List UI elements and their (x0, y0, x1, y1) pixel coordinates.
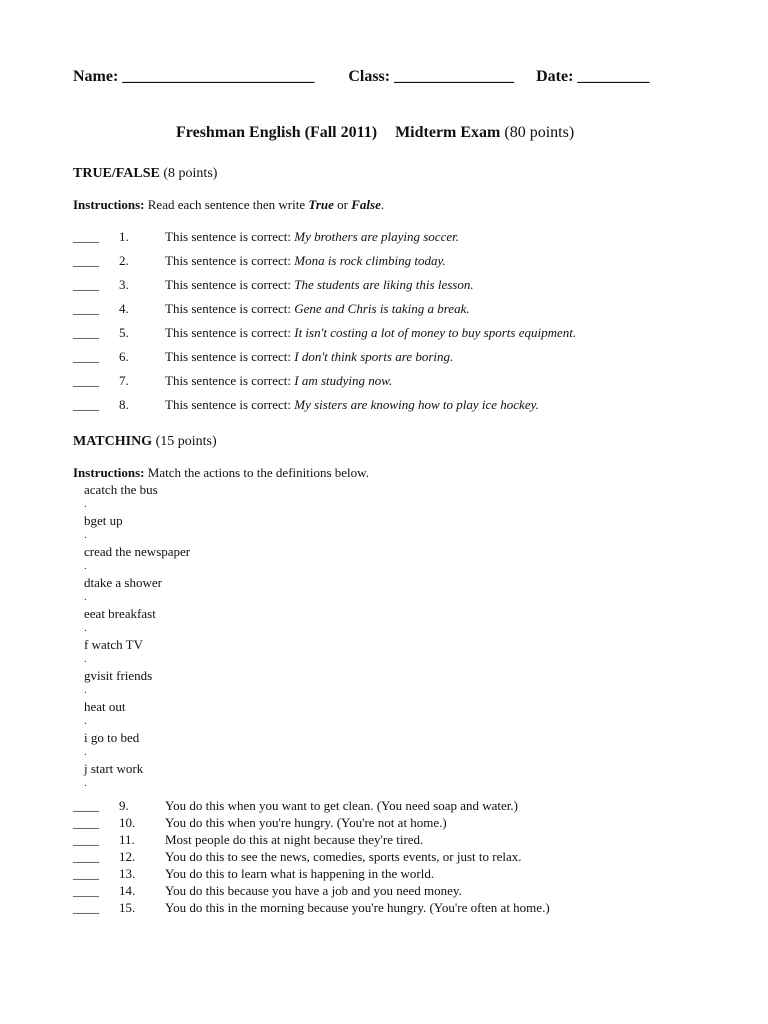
answer-blank[interactable]: ____ (73, 883, 99, 898)
definitions-list (73, 798, 713, 917)
item-text: This sentence is correct: Gene and Chris is taking a break. (165, 301, 470, 316)
instructions-label: Instructions: (73, 197, 145, 212)
item-number: 15. (119, 900, 136, 915)
instructions-false: False (351, 197, 381, 212)
true-false-title: TRUE/FALSE (73, 166, 160, 181)
class-blank: _______________ (394, 68, 515, 85)
item-text: You do this to see the news, comedies, sports events, or just to relax. (165, 849, 522, 864)
list-item (73, 832, 713, 849)
list-item (73, 849, 713, 866)
actions-list (84, 482, 190, 792)
list-item (84, 730, 190, 761)
instructions-text: Match the actions to the definitions below. (147, 465, 369, 480)
list-item (84, 482, 190, 513)
list-item (73, 815, 713, 832)
answer-blank[interactable]: ____ (73, 849, 99, 864)
list-item (84, 513, 190, 544)
action-letter: i (84, 730, 88, 745)
action-text: read the newspaper (89, 544, 191, 559)
student-info-row (73, 68, 649, 86)
action-text: go to bed (87, 730, 140, 745)
answer-blank[interactable]: ____ (73, 253, 99, 268)
action-dot: . (84, 529, 87, 541)
answer-blank[interactable]: ____ (73, 866, 99, 881)
answer-blank[interactable]: ____ (73, 815, 99, 830)
list-item (73, 349, 713, 373)
action-dot: . (84, 560, 87, 572)
item-text: You do this to learn what is happening in the world. (165, 866, 435, 881)
item-text: This sentence is correct: My sisters are knowing how to play ice hockey. (165, 397, 539, 412)
answer-blank[interactable]: ____ (73, 832, 99, 847)
action-dot: . (84, 498, 87, 510)
list-item (73, 866, 713, 883)
item-text: This sentence is correct: I don't think sports are boring. (165, 349, 454, 364)
true-false-points: (8 points) (163, 166, 218, 181)
answer-blank[interactable]: ____ (73, 397, 99, 412)
action-letter: d (84, 575, 91, 590)
date-label: Date: (536, 68, 574, 85)
matching-heading (73, 434, 217, 450)
matching-title: MATCHING (73, 434, 153, 449)
item-text: This sentence is correct: The students are liking this lesson. (165, 277, 474, 292)
list-item (84, 668, 190, 699)
matching-points: (15 points) (155, 434, 217, 449)
list-item (84, 699, 190, 730)
action-letter: g (84, 668, 91, 683)
list-item (84, 761, 190, 792)
item-number: 1. (119, 229, 129, 244)
action-text: take a shower (90, 575, 162, 590)
list-item (84, 575, 190, 606)
item-number: 13. (119, 866, 136, 881)
item-number: 12. (119, 849, 136, 864)
matching-instructions (73, 465, 369, 481)
list-item (73, 277, 713, 301)
list-item (73, 229, 713, 253)
name-label: Name: (73, 68, 119, 85)
action-text: eat out (90, 699, 126, 714)
item-text: This sentence is correct: Mona is rock climbing today. (165, 253, 446, 268)
action-letter: c (84, 544, 90, 559)
answer-blank[interactable]: ____ (73, 373, 99, 388)
instructions-label: Instructions: (73, 465, 145, 480)
list-item (73, 397, 713, 421)
item-number: 3. (119, 277, 129, 292)
instructions-period: . (380, 197, 385, 212)
true-false-instructions (73, 197, 384, 213)
item-text: You do this in the morning because you're hungry. (You're often at home.) (165, 900, 550, 915)
action-text: start work (87, 761, 144, 776)
action-dot: . (84, 591, 87, 603)
list-item (73, 900, 713, 917)
item-number: 14. (119, 883, 136, 898)
list-item (73, 301, 713, 325)
list-item (73, 253, 713, 277)
action-letter: e (84, 606, 90, 621)
instructions-text: Read each sentence then write (147, 197, 306, 212)
true-false-heading (73, 166, 217, 182)
item-text: You do this when you're hungry. (You're not at home.) (165, 815, 447, 830)
answer-blank[interactable]: ____ (73, 798, 99, 813)
item-number: 4. (119, 301, 129, 316)
action-dot: . (84, 715, 87, 727)
course-title: Freshman English (Fall 2011) (176, 124, 378, 141)
answer-blank[interactable]: ____ (73, 349, 99, 364)
true-false-list (73, 229, 713, 421)
item-text: This sentence is correct: I am studying now. (165, 373, 393, 388)
item-number: 11. (119, 832, 135, 847)
answer-blank[interactable]: ____ (73, 900, 99, 915)
list-item (73, 883, 713, 900)
instructions-true: True (308, 197, 334, 212)
item-number: 5. (119, 325, 129, 340)
list-item (84, 637, 190, 668)
action-text: catch the bus (89, 482, 158, 497)
action-letter: f (84, 637, 89, 652)
item-text: This sentence is correct: It isn't costing a lot of money to buy sports equipment. (165, 325, 577, 340)
action-dot: . (84, 684, 87, 696)
action-text: watch TV (88, 637, 143, 652)
action-dot: . (84, 653, 87, 665)
name-blank: ________________________ (122, 68, 315, 85)
item-number: 9. (119, 798, 129, 813)
exam-name: Midterm Exam (395, 124, 501, 141)
list-item (84, 606, 190, 637)
list-item (73, 373, 713, 397)
action-letter: b (84, 513, 91, 528)
action-dot: . (84, 777, 87, 789)
list-item (84, 544, 190, 575)
action-dot: . (84, 746, 87, 758)
answer-blank[interactable]: ____ (73, 301, 99, 316)
answer-blank[interactable]: ____ (73, 229, 99, 244)
item-text: Most people do this at night because they're tired. (165, 832, 424, 847)
action-letter: a (84, 482, 90, 497)
instructions-or: or (337, 197, 349, 212)
exam-points: (80 points) (504, 124, 575, 141)
action-dot: . (84, 622, 87, 634)
list-item (73, 325, 713, 349)
item-number: 7. (119, 373, 129, 388)
action-letter: j (84, 761, 88, 776)
item-number: 6. (119, 349, 129, 364)
list-item (73, 798, 713, 815)
class-label: Class: (348, 68, 391, 85)
answer-blank[interactable]: ____ (73, 277, 99, 292)
action-text: eat breakfast (89, 606, 156, 621)
item-number: 10. (119, 815, 136, 830)
item-text: This sentence is correct: My brothers are playing soccer. (165, 229, 459, 244)
item-number: 8. (119, 397, 129, 412)
exam-title (176, 124, 574, 142)
action-letter: h (84, 699, 91, 714)
answer-blank[interactable]: ____ (73, 325, 99, 340)
action-text: visit friends (90, 668, 153, 683)
item-number: 2. (119, 253, 129, 268)
item-text: You do this because you have a job and you need money. (165, 883, 462, 898)
action-text: get up (90, 513, 123, 528)
date-blank: _________ (577, 68, 650, 85)
item-text: You do this when you want to get clean. (You need soap and water.) (165, 798, 518, 813)
